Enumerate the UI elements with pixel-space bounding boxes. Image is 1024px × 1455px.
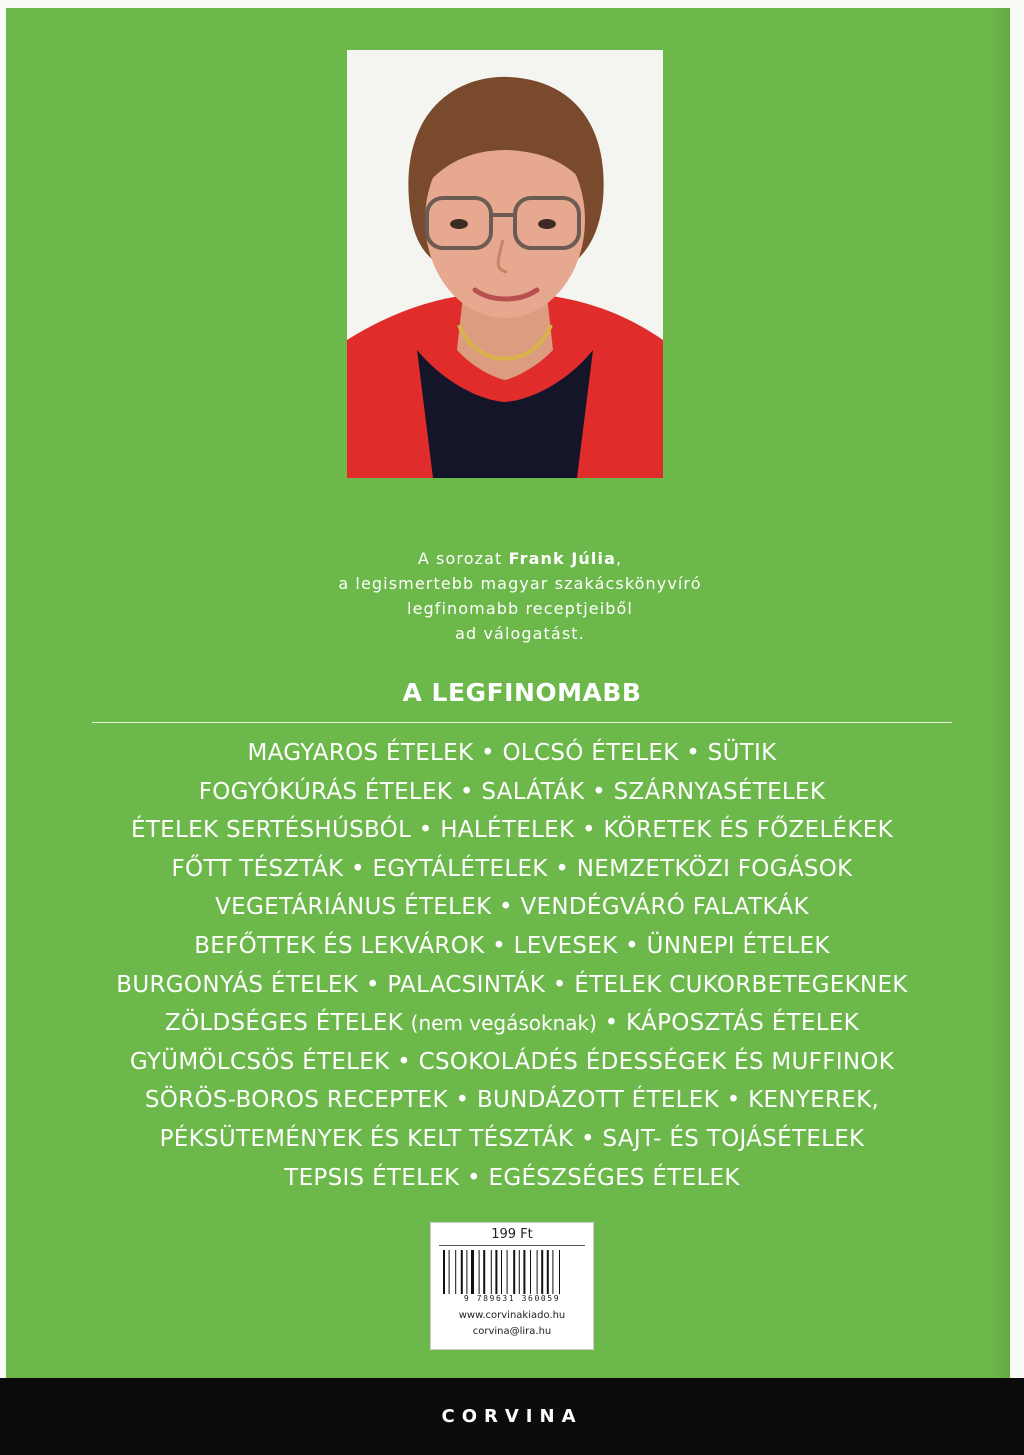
blurb-prefix: A sorozat bbox=[417, 549, 503, 568]
series-line bbox=[40, 1004, 984, 1043]
series-line: VEGETÁRIÁNUS ÉTELEK • VENDÉGVÁRÓ FALATKÁK bbox=[215, 894, 809, 921]
publisher-website[interactable]: www.corvinakiado.hu bbox=[458, 1310, 566, 1321]
series-line: SÖRÖS-BOROS RECEPTEK • BUNDÁZOTT ÉTELEK • KENYEREK, bbox=[144, 1087, 880, 1114]
author-photo bbox=[347, 50, 663, 478]
cover-edge-shadow bbox=[990, 8, 1010, 1378]
blurb-line-4: ad válogatást. bbox=[455, 624, 585, 643]
series-blurb bbox=[200, 546, 840, 646]
series-line: BEFŐTTEK ÉS LEKVÁROK • LEVESEK • ÜNNEPI ÉTELEK bbox=[194, 932, 830, 959]
price-label: 199 Ft bbox=[491, 1227, 533, 1242]
series-line: PÉKSÜTEMÉNYEK ÉS KELT TÉSZTÁK • SAJT- ÉS TOJÁSÉTELEK bbox=[159, 1125, 865, 1152]
publisher-logo-text: CORVINA bbox=[441, 1406, 583, 1427]
series-title: A LEGFINOMABB bbox=[402, 678, 642, 707]
blurb-comma: , bbox=[615, 549, 623, 568]
price-divider bbox=[439, 1245, 585, 1246]
blurb-line-2: a legismertebb magyar szakácskönyvíró bbox=[338, 574, 702, 593]
series-line: ÉTELEK SERTÉSHÚSBÓL • HALÉTELEK • KÖRETEK ÉS FŐZELÉKEK bbox=[131, 817, 893, 844]
series-line-prefix: ZÖLDSÉGES ÉTELEK bbox=[164, 1010, 404, 1037]
blurb-line-1 bbox=[200, 546, 840, 571]
blurb-line-3: legfinomabb receptjeiből bbox=[407, 599, 633, 618]
blurb-author-name: Frank Júlia bbox=[508, 549, 616, 568]
series-divider bbox=[92, 722, 952, 723]
publisher-email[interactable]: corvina@lira.hu bbox=[472, 1326, 552, 1337]
series-line: FOGYÓKÚRÁS ÉTELEK • SALÁTÁK • SZÁRNYASÉTELEK bbox=[198, 778, 826, 805]
series-line: MAGYAROS ÉTELEK • OLCSÓ ÉTELEK • SÜTIK bbox=[247, 740, 777, 766]
series-line: TEPSIS ÉTELEK • EGÉSZSÉGES ÉTELEK bbox=[284, 1164, 740, 1191]
series-line: FŐTT TÉSZTÁK • EGYTÁLÉTELEK • NEMZETKÖZI FOGÁSOK bbox=[171, 855, 853, 882]
series-title-list bbox=[40, 734, 984, 1197]
isbn-number: 9 789631 360059 bbox=[463, 1294, 561, 1303]
series-line: BURGONYÁS ÉTELEK • PALACSINTÁK • ÉTELEK CUKORBETEGEKNEK bbox=[116, 971, 908, 998]
barcode-icon bbox=[441, 1250, 583, 1294]
series-line-suffix: • KÁPOSZTÁS ÉTELEK bbox=[604, 1010, 860, 1037]
series-line-note: (nem vegásoknak) bbox=[410, 1011, 597, 1036]
price-barcode-sticker bbox=[430, 1222, 594, 1350]
series-line: GYÜMÖLCSÖS ÉTELEK • CSOKOLÁDÉS ÉDESSÉGEK ÉS MUFFINOK bbox=[129, 1048, 895, 1075]
